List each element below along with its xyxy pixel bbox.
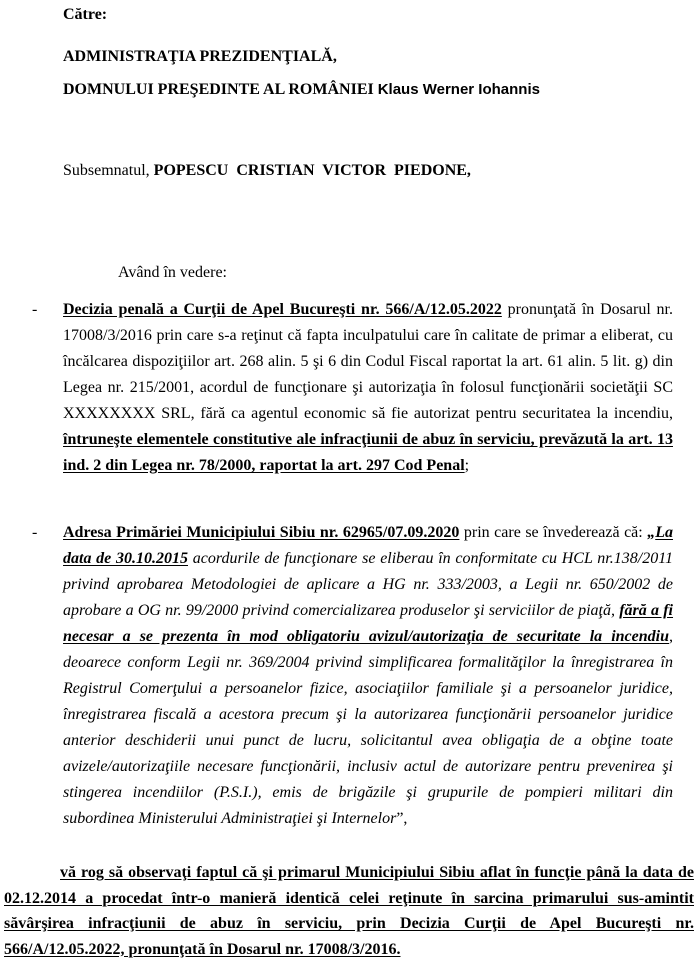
list-item-decision [63, 297, 673, 479]
decision-end: ; [464, 457, 470, 474]
subscriber-label: Subsemnatul, [63, 162, 150, 179]
closing-text: vă rog să observaţi faptul că şi primarul Municipiului Sibiu aflat în funcţie până la data de 02.12.2014 a procedat într-o manieră identică celei reţinute în sarcina primarului sus-amintit săvârşirea infracţiunii de abuz în serviciu, prin Decizia Curţii de Apel Bucureşti nr. 566/A/12.05.2022, pronunţată în Dosarul nr. 17008/3/2016. [4, 864, 694, 958]
address-title: Adresa Primăriei Municipiului Sibiu nr. 62965/07.09.2020 [63, 524, 460, 541]
address-quote-emphasis: fără a fi necesar a se prezenta în mod obligatoriu avizul/autorizaţia de securitate la incendiu [63, 602, 674, 645]
decision-title: Decizia penală a Curţii de Apel Bucureşti nr. 566/A/12.05.2022 [63, 301, 502, 318]
quote-open: „ [647, 524, 656, 541]
intro-text: Având în vedere: [118, 264, 227, 281]
decision-text: pronunţată în Dosarul nr. 17008/3/2016 prin care s-a reţinut că fapta inculpatului care în calitate de primar a eliberat, cu încălcarea dispoziţiilor art. 268 alin. 5 şi 6 din Codul Fiscal raportat la art. 61 alin. 5 lit. g) din Legea nr. 215/2001, acordul de funcţionare şi autorizaţia în folosul funcţionării societăţii SC XXXXXXXX SRL, fără ca agentul economic să fie autorizat pentru securitatea la incendiu, [63, 301, 674, 422]
recipient-president-title: DOMNULUI PREŞEDINTE AL ROMÂNIEI [63, 81, 374, 98]
subscriber-line [63, 161, 471, 181]
recipient-president-line [63, 80, 540, 100]
address-text: prin care se învederează că: [459, 524, 648, 541]
list-dash-1: - [32, 301, 38, 318]
subscriber-name: POPESCU CRISTIAN VICTOR PIEDONE, [153, 162, 471, 179]
closing-paragraph [4, 860, 694, 962]
list-item-address [63, 520, 673, 832]
recipient-label: Către: [63, 6, 108, 23]
quote-close: ”, [396, 810, 408, 827]
recipient-president-name: Klaus Werner Iohannis [377, 81, 540, 98]
address-quote-part1: acordurile de funcţionare se eliberau în conformitate cu HCL nr.138/2011 privind aprobarea Metodologiei de aplicare a HG nr. 333/2003, a Legii nr. 650/2002 de aprobare a OG nr. 99/2000 privind comercializarea produselor şi serviciilor de piaţă, [63, 550, 673, 619]
address-date-phrase: La data de 30.10.2015 [63, 524, 674, 567]
recipient-administration: ADMINISTRAŢIA PREZIDENŢIALĂ, [63, 48, 337, 65]
list-dash-2: - [32, 524, 38, 541]
decision-emphasis: întruneşte elementele constitutive ale infracţiunii de abuz în serviciu, prevăzută la art. 13 ind. 2 din Legea nr. 78/2000, raportat la art. 297 Cod Penal [63, 431, 673, 474]
address-quote-part2: , deoarece conform Legii nr. 369/2004 privind simplificarea formalităţilor la înregistrarea în Registrul Comerţului a persoanelor fizice, asociaţiilor familiale şi a persoanelor juridice, înregistrarea fiscală a acestora precum şi la autorizarea funcţionării persoanelor juridice anterior deschiderii unui punct de lucru, solicitantul avea obligaţia de a obţine toate avizele/autorizaţiile necesare funcţionării, inclusiv actul de autorizare pentru prevenirea şi stingerea incendiilor (P.S.I.), emis de brigăzile şi grupurile de pompieri militari din subordinea Ministerului Administraţiei şi Internelor [63, 628, 673, 827]
